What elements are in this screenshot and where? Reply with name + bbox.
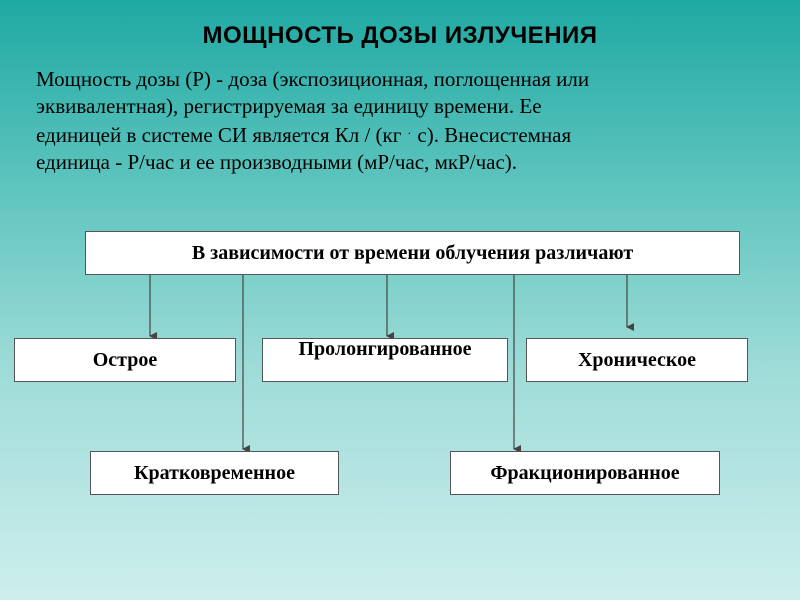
chronic-box: Хроническое <box>526 338 748 382</box>
definition-line: единица - Р/час и ее производными (мР/час, мкР/час). <box>36 150 518 174</box>
definition-fragment: единицей в системе СИ является Кл / (кг <box>36 123 402 147</box>
fractionated-box: Фракционированное <box>450 451 720 495</box>
multiplication-dot: · <box>407 126 412 140</box>
classification-header-box: В зависимости от времени облучения различают <box>85 231 740 275</box>
acute-box: Острое <box>14 338 236 382</box>
prolonged-box: Пролонгированное <box>262 338 508 382</box>
definition-fragment: с). Внесистемная <box>417 123 572 147</box>
definition-line: Мощность дозы (Р) - доза (экспозиционная, поглощенная или <box>36 67 590 91</box>
definition-line: эквивалентная), регистрируемая за единицу времени. Ее <box>36 94 542 118</box>
slide-title: МОЩНОСТЬ ДОЗЫ ИЗЛУЧЕНИЯ <box>202 22 598 49</box>
short-term-box: Кратковременное <box>90 451 339 495</box>
